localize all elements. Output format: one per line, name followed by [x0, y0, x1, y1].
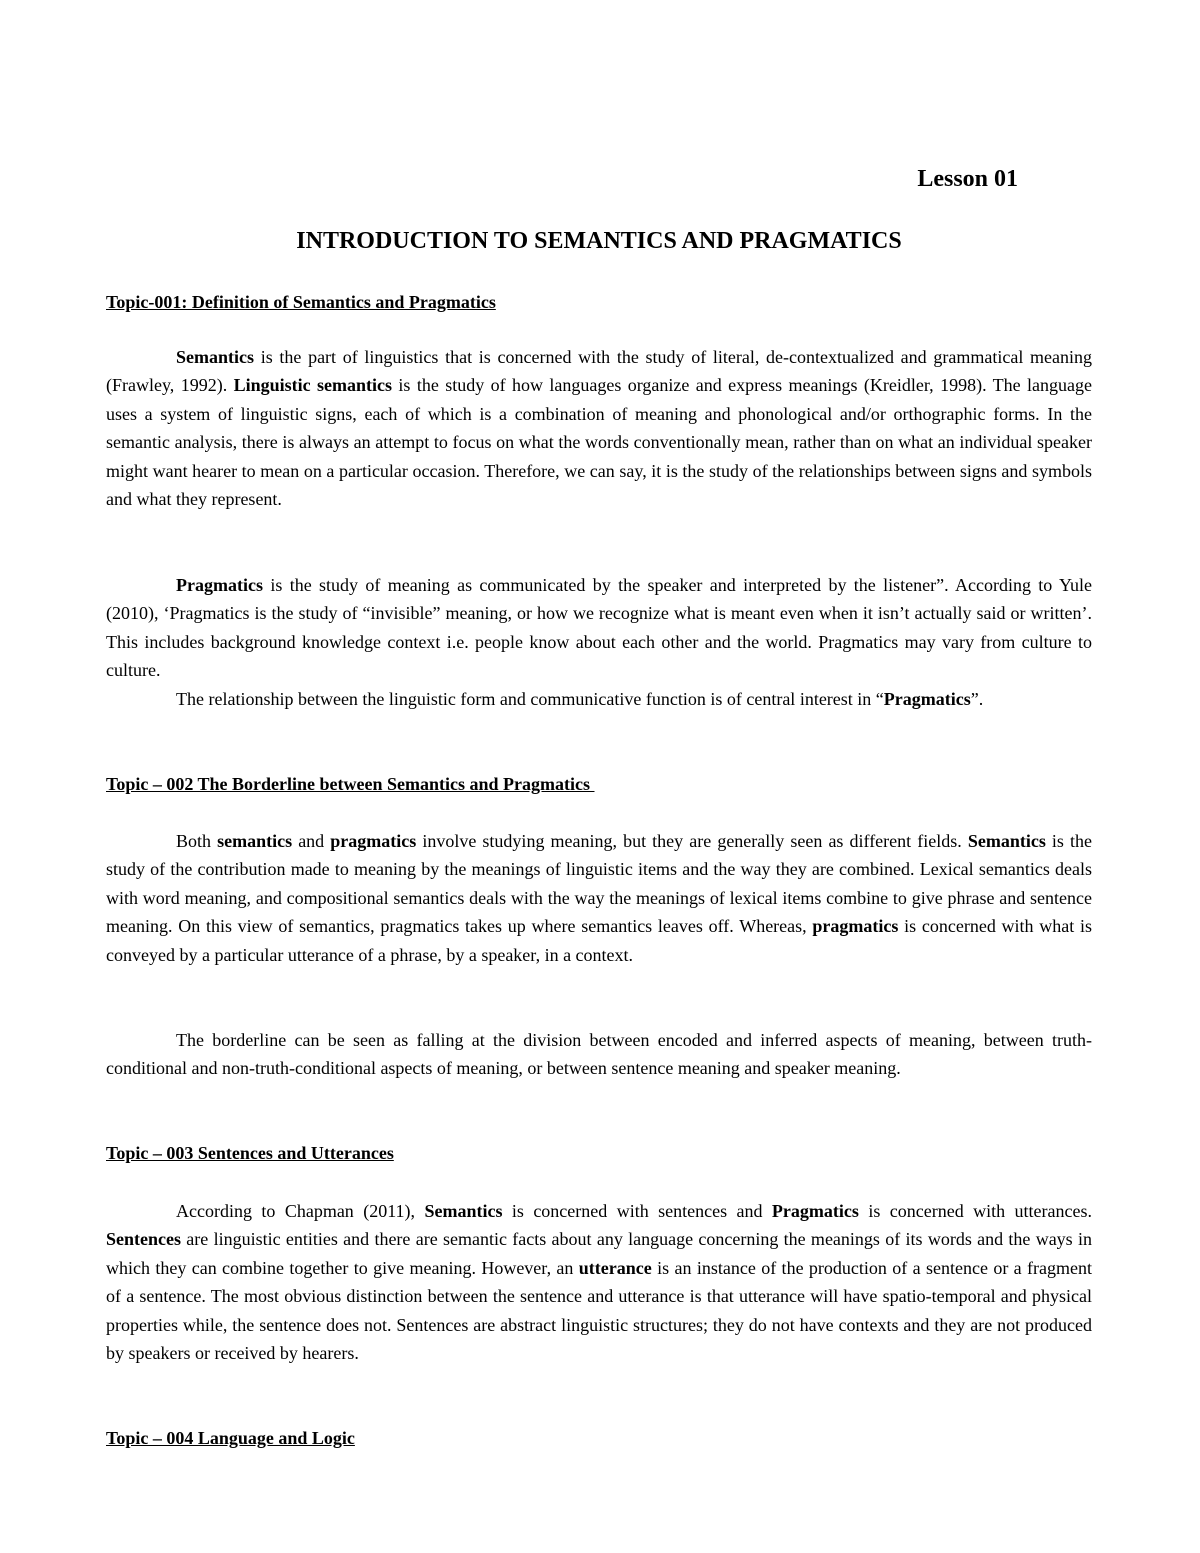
lesson-label: Lesson 01	[917, 166, 1018, 192]
term-sentences: Sentences	[106, 1229, 181, 1250]
topic-002-paragraph-2: The borderline can be seen as falling at the division between encoded and inferred aspects of meaning, between truth-conditional and non-truth-conditional aspects of meaning, or between sentence meaning and speaker meaning.	[106, 1030, 1092, 1079]
term-semantics: semantics	[217, 831, 293, 851]
topic-002-paragraph-1: Both semantics and pragmatics involve studying meaning, but they are generally seen as different fields. Semantics is the study of the contribution made to meaning by the meanings of linguistic items and the way they are combined. Lexical semantics deals with word meaning, and compositional semantics deals with the way the meanings of lexical items combine to give phrase and sentence meaning. On this view of semantics, pragmatics takes up where semantics leaves off. Whereas, pragmatics is concerned with what is conveyed by a particular utterance of a phrase, by a speaker, in a context.	[106, 831, 1093, 965]
topic-004-heading: Topic – 004 Language and Logic	[106, 1428, 355, 1448]
term-pragmatics: Pragmatics	[883, 689, 971, 709]
term-semantics: Semantics	[424, 1201, 503, 1221]
topic-001-paragraph-2: Pragmatics is the study of meaning as communicated by the speaker and interpreted by the listener”. According to Yule (2010), ‘Pragmatics is the study of “invisible” meaning, or how we recognize what is meant even when it isn’t actually said or written’. This includes background knowledge context i.e. people know about each other and the world. Pragmatics may vary from culture to culture.	[106, 575, 1092, 681]
term-pragmatics: Pragmatics	[176, 575, 263, 595]
term-pragmatics: Pragmatics	[771, 1201, 859, 1221]
topic-003-paragraph-1: According to Chapman (2011), Semantics is concerned with sentences and Pragmatics is concerned with utterances. Sentences are linguistic entities and there are semantic facts about any language concerning the meanings of its words and the ways in which they can combine together to give meaning. However, an utterance is an instance of the production of a sentence or a fragment of a sentence. The most obvious distinction between the sentence and utterance is that utterance will have spatio-temporal and physical properties while, the sentence does not. Sentences are abstract linguistic structures; they do not have contexts and they are not produced by speakers or received by hearers.	[106, 1201, 1093, 1364]
topic-001-paragraph-1: Semantics is the part of linguistics that is concerned with the study of literal, de-contextualized and grammatical meaning (Frawley, 1992). Linguistic semantics is the study of how languages organize and express meanings (Kreidler, 1998). The language uses a system of linguistic signs, each of which is a combination of meaning and phonological and/or orthographic forms. In the semantic analysis, there is always an attempt to focus on what the words conventionally mean, rather than on what an individual speaker might want hearer to mean on a particular occasion. Therefore, we can say, it is the study of the relationships between signs and symbols and what they represent.	[106, 347, 1092, 510]
term-semantics: Semantics	[176, 347, 254, 367]
topic-003-heading: Topic – 003 Sentences and Utterances	[106, 1143, 394, 1163]
page-title: INTRODUCTION TO SEMANTICS AND PRAGMATICS	[296, 228, 902, 254]
topic-001-heading: Topic-001: Definition of Semantics and Pragmatics	[106, 292, 496, 312]
topic-001-paragraph-3: The relationship between the linguistic form and communicative function is of central interest in “Pragmatics”.	[176, 689, 984, 709]
term-pragmatics: pragmatics	[812, 916, 899, 937]
term-pragmatics: pragmatics	[330, 831, 417, 851]
term-semantics: Semantics	[967, 831, 1046, 851]
topic-002-heading: Topic – 002 The Borderline between Semantics and Pragmatics	[106, 774, 595, 794]
term-linguistic-semantics: Linguistic semantics	[233, 375, 393, 396]
term-utterance: utterance	[578, 1257, 652, 1278]
